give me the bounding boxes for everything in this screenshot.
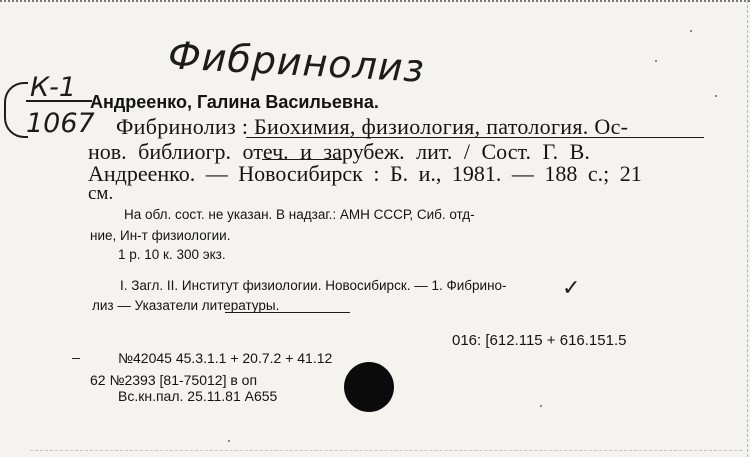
- accession-line: №42045 45.3.1.1 + 20.7.2 + 41.12: [118, 350, 333, 366]
- handwritten-title: Фибринолиз: [167, 33, 426, 91]
- tracing-line: лиз — Указатели литературы.: [92, 298, 280, 313]
- description-line: нов. библиогр. отеч. и зарубеж. лит. / Сост. Г. В.: [88, 139, 590, 164]
- note-line: На обл. сост. не указан. В надзаг.: АМН СССР, Сиб. отд-: [124, 207, 475, 222]
- description-line: Фибринолиз : Биохимия, физиология, патология. Ос-: [116, 114, 629, 139]
- note-line: ние, Ин-т физиологии.: [90, 228, 231, 243]
- paper-speck: [540, 405, 542, 407]
- handwritten-check-mark: ✓: [562, 276, 581, 301]
- shelf-code-bracket: [4, 82, 28, 138]
- paper-speck: [715, 95, 717, 97]
- card-bottom-edge: [30, 450, 742, 451]
- paper-speck: [228, 440, 230, 442]
- punch-hole: [344, 362, 394, 412]
- card-top-edge: [0, 0, 750, 6]
- tracing-underline: [225, 312, 350, 313]
- udc-classification: 016: [612.115 + 616.151.5: [452, 332, 627, 349]
- paper-speck: [690, 30, 692, 32]
- title-underline: [246, 137, 704, 138]
- price-line: 1 р. 10 к. 300 экз.: [118, 247, 226, 262]
- paper-speck: [655, 60, 657, 62]
- accession-line: 62 №2393 [81-75012] в оп: [90, 372, 258, 388]
- shelf-code-divider: [26, 100, 92, 102]
- bibliography-underline: [262, 159, 342, 160]
- margin-dash: [72, 358, 80, 359]
- description-line: см.: [88, 183, 114, 204]
- accession-line: Вс.кн.пал. 25.11.81 А655: [118, 388, 278, 404]
- handwritten-shelf-code-bottom: 1067: [26, 108, 95, 139]
- description-line: Андреенко. — Новосибирск : Б. и., 1981. — 188 с.; 21: [88, 161, 642, 186]
- handwritten-shelf-code-top: К-1: [30, 72, 77, 103]
- author-heading: Андреенко, Галина Васильевна.: [90, 92, 379, 112]
- tracing-line: I. Загл. II. Институт физиологии. Новосибирск. — 1. Фибрино-: [120, 278, 507, 293]
- card-right-edge: [747, 0, 748, 457]
